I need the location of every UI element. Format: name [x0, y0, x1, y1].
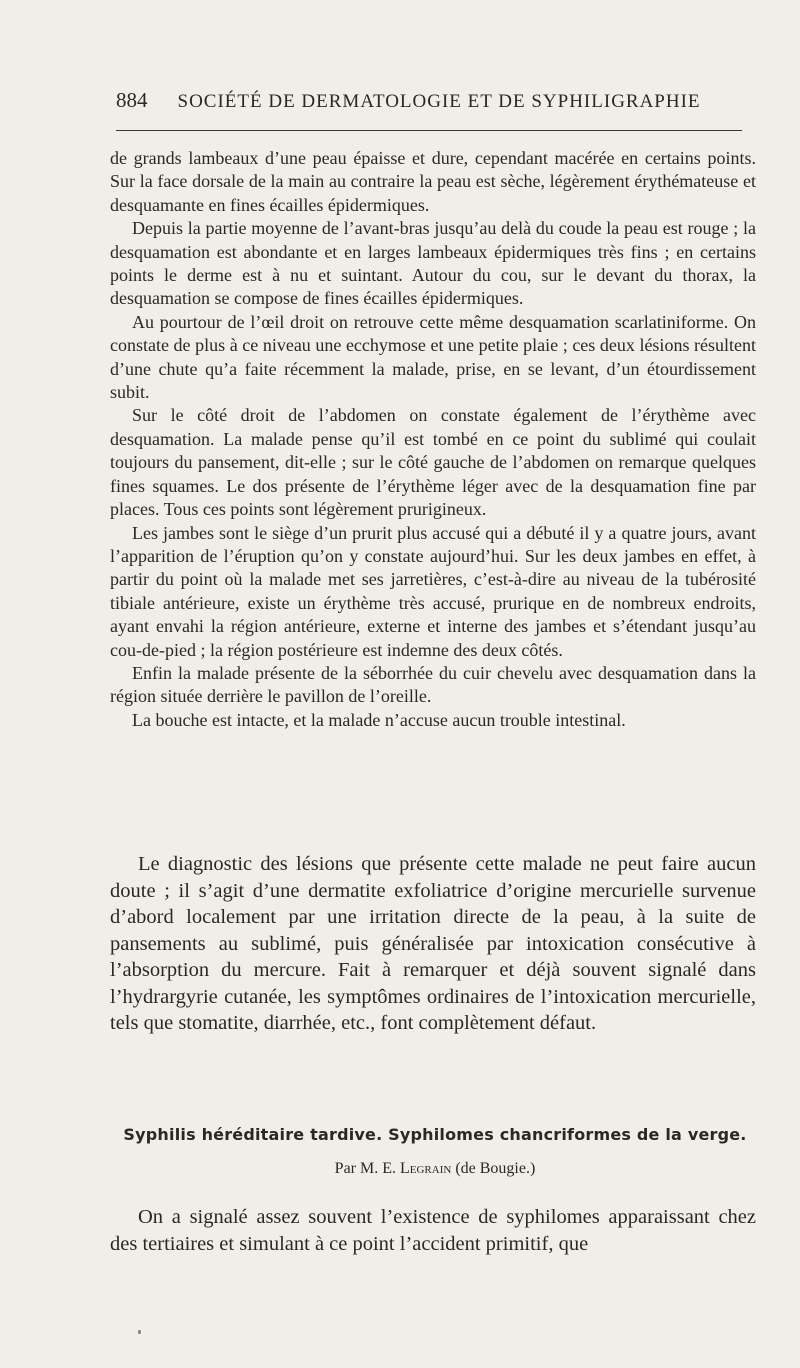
article-title: Syphilis héréditaire tardive. Syphilomes chancriformes de la verge. — [123, 1125, 747, 1144]
byline-suffix: (de Bougie.) — [455, 1160, 536, 1177]
opening-paragraph: On a signalé assez souvent l’existence de syphilomes apparaissant chez des tertiaires et simulant à ce point l’accident primitif, que — [110, 1206, 756, 1255]
diagnosis-section — [110, 851, 756, 1037]
running-header — [116, 88, 740, 113]
paragraph: Depuis la partie moyenne de l’avant-bras jusqu’au delà du coude la peau est rouge ; la desquamation est abondante et en larges lambeaux épidermiques très fins ; en certains points le derme est à nu et suintant. Autour du cou, sur le devant du thorax, la desquamation se compose de fines écailles épidermiques. — [110, 218, 756, 309]
byline-prefix: Par M. E. — [334, 1160, 396, 1177]
paragraph: de grands lambeaux d’une peau épaisse et dure, cependant macérée en certains points. Sur la face dorsale de la main au contraire la peau est sèche, légèrement érythémateuse et desquamante en fines écailles épidermiques. — [110, 148, 756, 215]
paragraph: La bouche est intacte, et la malade n’accuse aucun trouble intestinal. — [132, 709, 626, 730]
byline-author: Legrain — [400, 1160, 452, 1177]
paragraph: Enfin la malade présente de la séborrhée du cuir chevelu avec desquamation dans la région située derrière le pavillon de l’oreille. — [110, 662, 756, 707]
diagnosis-paragraph: Le diagnostic des lésions que présente cette malade ne peut faire aucun doute ; il s’agit d’une dermatite exfoliatrice d’origine mercurielle survenue d’abord localement par une irritation directe de la peau, à la suite de pansements au sublimé, puis généralisée par intoxication consécutive à l’absorption du mercure. Fait à remarquer et déjà souvent signalé dans l’hydrargyrie cutanée, les symptômes ordinaires de l’intoxication mercurielle, tels que stomatite, diarrhée, etc., font complètement défaut. — [110, 853, 756, 1034]
article-opening — [110, 1204, 756, 1257]
header-rule — [116, 130, 742, 131]
print-speck — [138, 1330, 141, 1334]
article-byline — [110, 1160, 760, 1178]
page-number: 884 — [116, 88, 148, 112]
paragraph: Les jambes sont le siège d’un prurit plus accusé qui a débuté il y a quatre jours, avant l’apparition de l’éruption qu’on y constate aujourd’hui. Sur les deux jambes en effet, à partir du point où la malade met ses jarretières, c’est-à-dire au niveau de la tubérosité tibiale antérieure, existe un érythème très accusé, prurique en de nombreux endroits, ayant envahi la région antérieure, externe et interne des jambes et s’étendant jusqu’au cou-de-pied ; la région postérieure est indemne des deux côtés. — [110, 522, 756, 660]
paragraph: Au pourtour de l’œil droit on retrouve cette même desquamation scarlatiniforme. On constate de plus à ce niveau une ecchymose et une petite plaie ; ces deux lésions résultent d’une chute qu’a faite récemment la malade, prise, en se levant, d’un étourdissement subit. — [110, 311, 756, 403]
paragraph: Sur le côté droit de l’abdomen on constate également de l’érythème avec desquamation. La malade pense qu’il est tombé en ce point du sublimé qui coulait toujours du pansement, dit-elle ; sur le côté gauche de l’abdomen on remarque quelques fines squames. Le dos présente de l’érythème léger avec de la desquamation fine par places. Tous ces points sont légèrement prurigineux. — [110, 405, 756, 520]
running-title: SOCIÉTÉ DE DERMATOLOGIE ET DE SYPHILIGRAPHIE — [177, 91, 701, 112]
case-description — [110, 147, 756, 732]
